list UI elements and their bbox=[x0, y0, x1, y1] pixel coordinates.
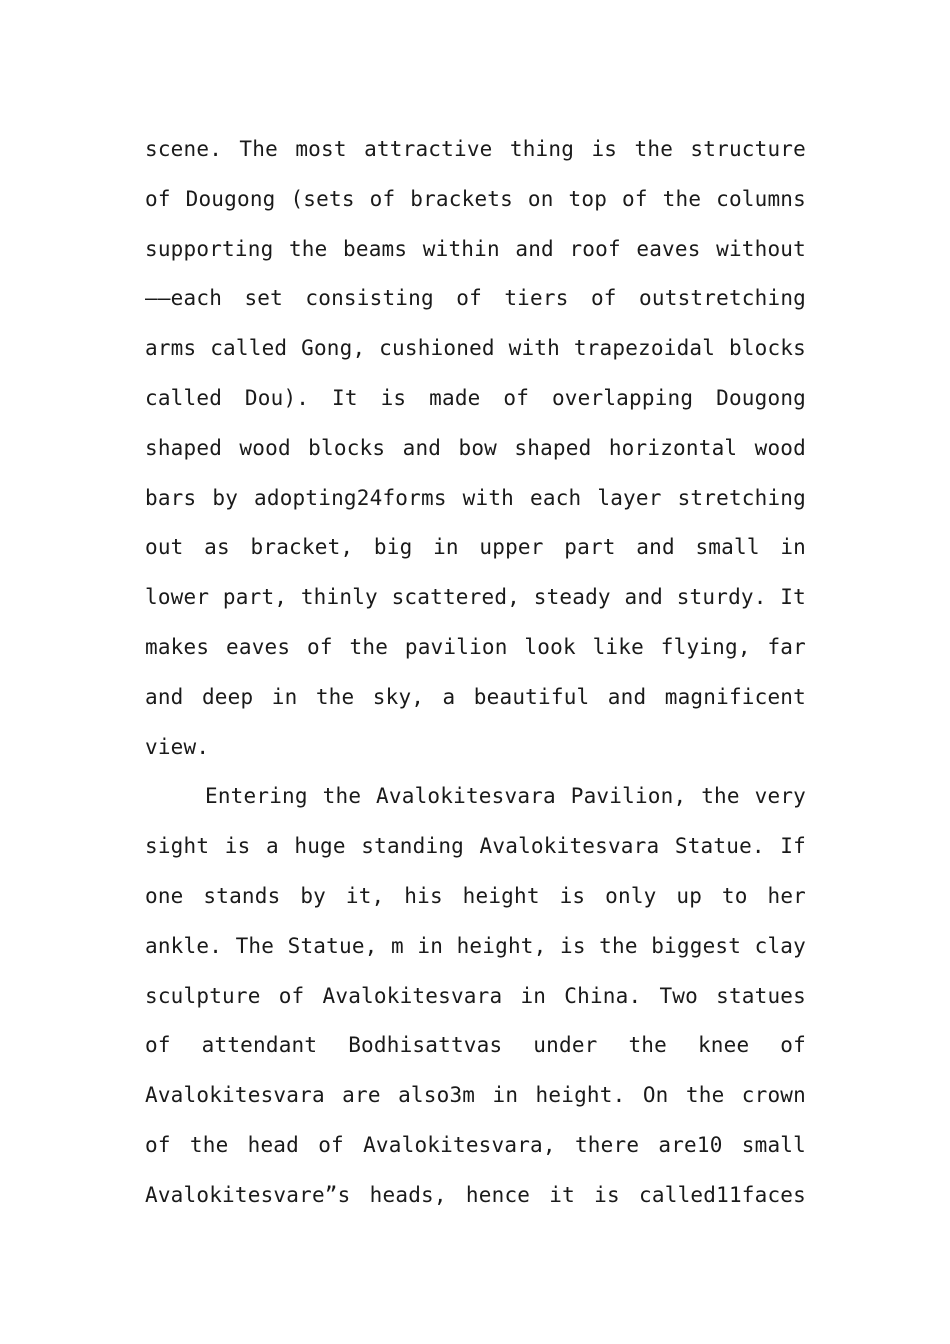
text-line: bars by adopting24forms with each layer stretching bbox=[145, 485, 806, 510]
text-line: of the head of Avalokitesvara, there are10 small bbox=[145, 1132, 806, 1157]
text-line: shaped wood blocks and bow shaped horizontal wood bbox=[145, 435, 806, 460]
text-line: lower part, thinly scattered, steady and sturdy. It bbox=[145, 585, 806, 610]
text-line: one stands by it, his height is only up to her bbox=[145, 883, 806, 908]
paragraph-start-line: Entering the Avalokitesvara Pavilion, the very bbox=[205, 784, 806, 809]
text-line: out as bracket, big in upper part and small in bbox=[145, 535, 806, 560]
text-line: of Dougong (sets of brackets on top of the columns bbox=[145, 186, 806, 211]
text-line: of attendant Bodhisattvas under the knee of bbox=[145, 1033, 806, 1058]
text-line: supporting the beams within and roof eaves without bbox=[145, 236, 806, 261]
text-line: makes eaves of the pavilion look like flying, far bbox=[145, 634, 806, 659]
text-line: Avalokitesvare”s heads, hence it is called11faces bbox=[145, 1182, 806, 1207]
paragraph-end-line: view. bbox=[145, 734, 210, 759]
text-line: scene. The most attractive thing is the structure bbox=[145, 137, 806, 161]
text-line: ——each set consisting of tiers of outstretching bbox=[145, 286, 806, 311]
text-line: Avalokitesvara are also3m in height. On the crown bbox=[145, 1083, 806, 1108]
body-text bbox=[145, 125, 806, 1221]
text-line: ankle. The Statue, m in height, is the biggest clay bbox=[145, 933, 806, 958]
text-line: arms called Gong, cushioned with trapezoidal blocks bbox=[145, 336, 806, 361]
text-line: called Dou). It is made of overlapping Dougong bbox=[145, 385, 806, 410]
text-line: and deep in the sky, a beautiful and magnificent bbox=[145, 684, 806, 709]
text-line: sight is a huge standing Avalokitesvara Statue. If bbox=[145, 834, 806, 859]
text-line: sculpture of Avalokitesvara in China. Two statues bbox=[145, 983, 806, 1008]
